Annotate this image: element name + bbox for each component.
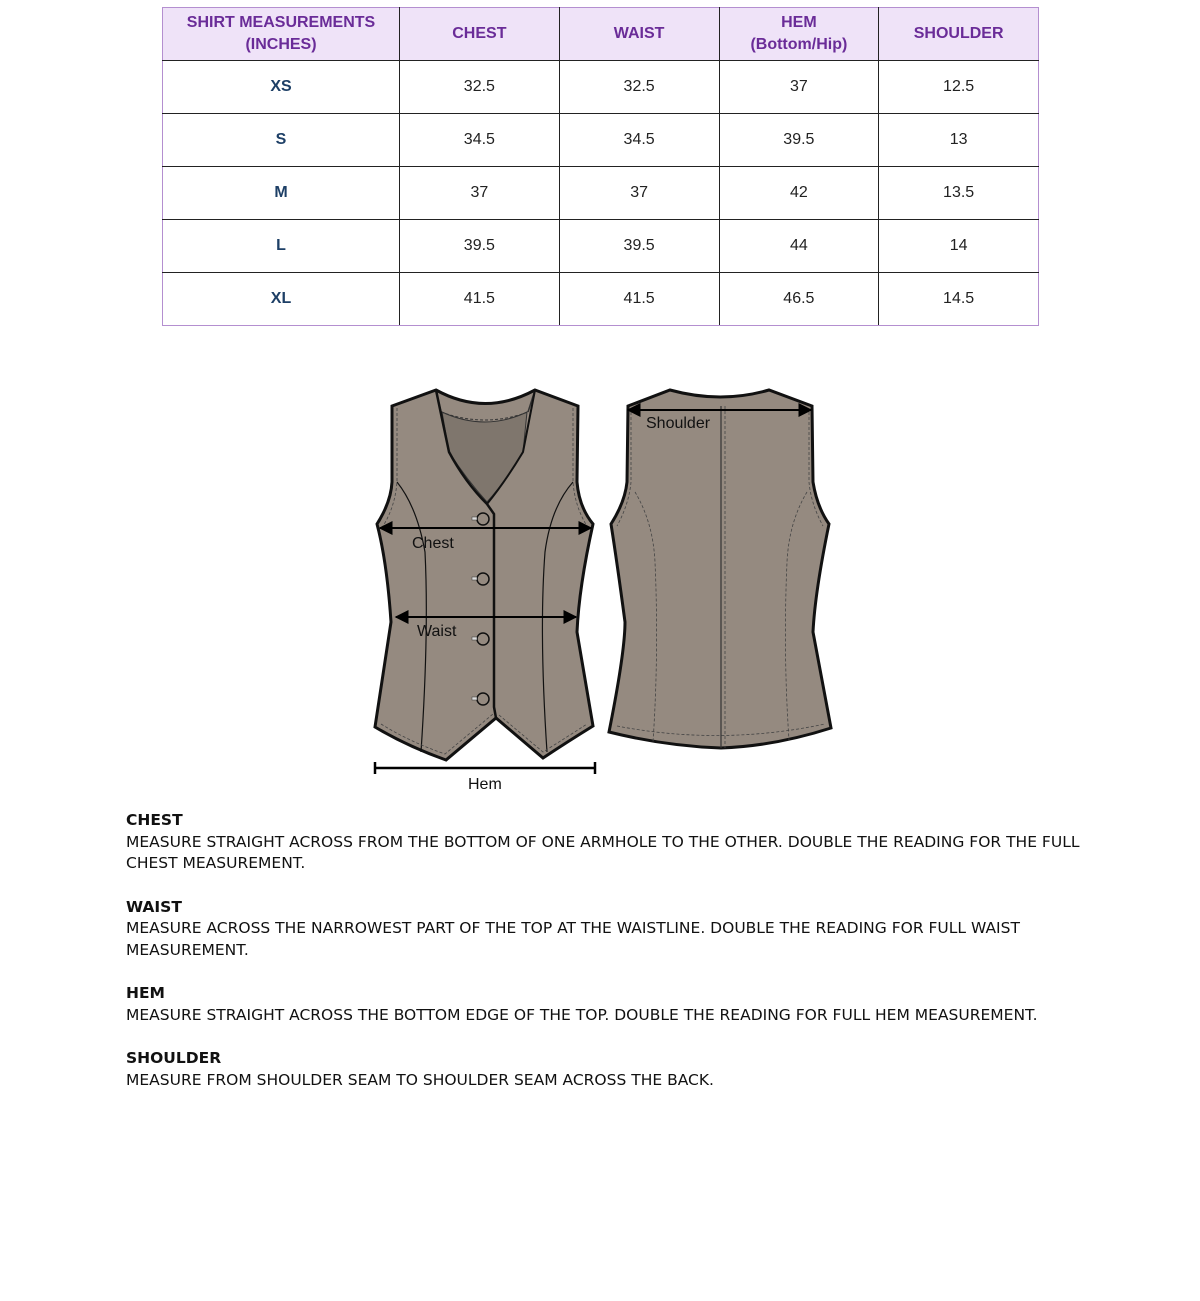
header-chest: CHEST: [400, 8, 560, 61]
vest-back-illustration: [609, 390, 831, 748]
table-row: [163, 273, 1039, 326]
shoulder-cell: 13: [879, 114, 1039, 167]
vest-front-illustration: [375, 390, 593, 760]
button-icon: [477, 693, 489, 705]
table-row: [163, 167, 1039, 220]
chest-cell: 32.5: [400, 61, 560, 114]
note-title: HEM: [126, 984, 165, 1002]
note-shoulder: [126, 1048, 1126, 1091]
chest-cell: 41.5: [400, 273, 560, 326]
table-row: [163, 220, 1039, 273]
table-row: [163, 61, 1039, 114]
table-row: [163, 114, 1039, 167]
waist-cell: 34.5: [559, 114, 719, 167]
note-chest: [126, 810, 1126, 875]
vest-measurement-diagram: [355, 332, 845, 807]
waist-cell: 39.5: [559, 220, 719, 273]
hem-cell: 46.5: [719, 273, 879, 326]
note-title: WAIST: [126, 897, 182, 916]
note-text: MEASURE ACROSS THE NARROWEST PART OF THE TOP AT THE WAISTLINE. DOUBLE THE READING FOR FULL WAIST MEASUREMENT.: [126, 919, 1020, 959]
button-icon: [477, 573, 489, 585]
header-waist: WAIST: [559, 8, 719, 61]
header-shoulder: SHOULDER: [879, 8, 1039, 61]
header-hem-line1: HEM: [781, 14, 817, 31]
button-icon: [477, 633, 489, 645]
chest-label: Chest: [412, 535, 454, 552]
size-chart-table: [162, 7, 1039, 326]
shoulder-cell: 13.5: [879, 167, 1039, 220]
header-hem-line2: (Bottom/Hip): [750, 36, 848, 53]
note-title: CHEST: [126, 811, 183, 829]
note-text: MEASURE STRAIGHT ACROSS FROM THE BOTTOM OF ONE ARMHOLE TO THE OTHER. DOUBLE THE READING FOR THE FULL CHEST MEASUREMENT.: [126, 832, 1080, 872]
header-size-line1: SHIRT MEASUREMENTS: [186, 14, 376, 31]
measurement-instructions: [126, 810, 1126, 1113]
size-cell: XL: [163, 273, 400, 326]
shoulder-label: Shoulder: [646, 415, 711, 432]
size-cell: XS: [163, 61, 400, 114]
hem-cell: 44: [719, 220, 879, 273]
waist-label: Waist: [417, 623, 457, 640]
table-header-row: [163, 8, 1039, 61]
chest-cell: 34.5: [400, 114, 560, 167]
note-title: SHOULDER: [126, 1049, 222, 1067]
size-cell: M: [163, 167, 400, 220]
shoulder-cell: 14: [879, 220, 1039, 273]
header-size-line2: (INCHES): [245, 36, 317, 53]
button-icon: [477, 513, 489, 525]
waist-cell: 41.5: [559, 273, 719, 326]
hem-cell: 42: [719, 167, 879, 220]
waist-cell: 32.5: [559, 61, 719, 114]
shoulder-cell: 12.5: [879, 61, 1039, 114]
waist-cell: 37: [559, 167, 719, 220]
shoulder-cell: 14.5: [879, 273, 1039, 326]
note-hem: [126, 983, 1126, 1026]
chest-cell: 37: [400, 167, 560, 220]
header-hem: [719, 8, 879, 61]
vest-back-body: [609, 390, 831, 748]
size-cell: S: [163, 114, 400, 167]
note-text: MEASURE FROM SHOULDER SEAM TO SHOULDER SEAM ACROSS THE BACK.: [126, 1070, 714, 1089]
hem-label: Hem: [468, 776, 502, 793]
hem-cell: 37: [719, 61, 879, 114]
note-waist: [126, 897, 1126, 962]
hem-cell: 39.5: [719, 114, 879, 167]
chest-cell: 39.5: [400, 220, 560, 273]
header-size: [163, 8, 400, 61]
note-text: MEASURE STRAIGHT ACROSS THE BOTTOM EDGE OF THE TOP. DOUBLE THE READING FOR FULL HEM MEASUREMENT.: [126, 1005, 1038, 1024]
size-cell: L: [163, 220, 400, 273]
